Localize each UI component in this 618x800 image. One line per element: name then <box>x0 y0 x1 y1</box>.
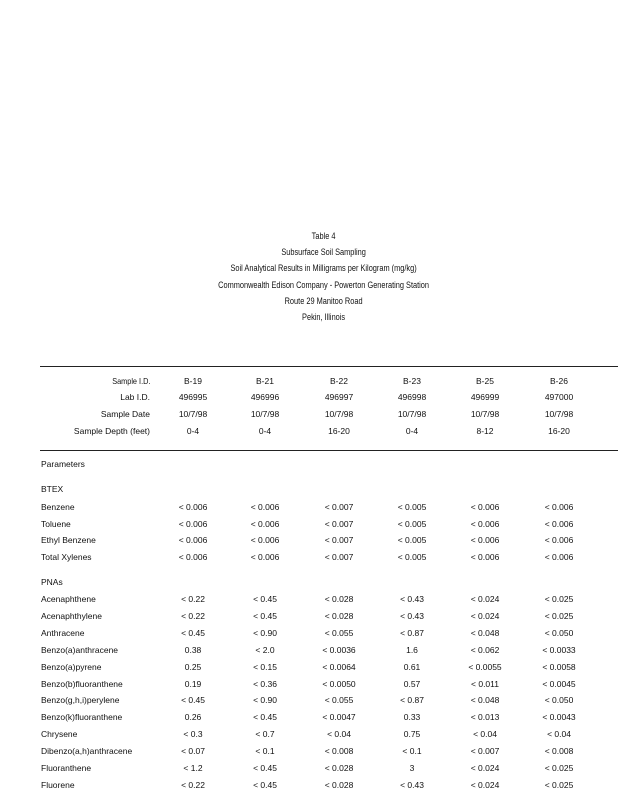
result-cell: < 0.007 <box>324 518 354 529</box>
sample-depth-label: Sample Depth (feet) <box>73 426 150 436</box>
result-cell: < 0.45 <box>253 712 277 723</box>
table-title: Subsurface Soil Sampling <box>281 247 366 258</box>
table-row <box>0 499 618 515</box>
result-cell: < 0.43 <box>400 594 424 604</box>
result-cell: < 0.028 <box>324 610 354 621</box>
result-cell: < 0.04 <box>547 729 571 740</box>
result-cell: < 0.3 <box>183 729 203 740</box>
table-row <box>0 516 618 532</box>
table-number: Table 4 <box>311 231 336 241</box>
result-cell: < 0.050 <box>544 695 574 706</box>
result-cell: < 0.07 <box>181 746 205 757</box>
result-cell: 0.61 <box>403 661 421 672</box>
result-cell: < 0.36 <box>253 678 277 689</box>
result-cell: < 0.0055 <box>468 661 502 672</box>
header-row-sample-date <box>0 406 618 422</box>
result-cell: < 0.87 <box>400 627 424 638</box>
result-cell: < 0.006 <box>470 502 500 512</box>
column-lab-id: 496995 <box>178 392 208 402</box>
result-cell: < 0.007 <box>324 535 354 546</box>
result-cell: < 0.0058 <box>542 661 576 672</box>
parameter-name: Benzo(g,h,i)perylene <box>41 695 120 706</box>
column-lab-id: 496999 <box>470 392 500 402</box>
result-cell: < 0.006 <box>178 518 208 529</box>
result-cell: < 0.055 <box>324 627 354 638</box>
header-row-sample-id <box>0 373 618 389</box>
site-address: Route 29 Manitoo Road <box>284 295 363 306</box>
result-cell: < 0.024 <box>470 594 500 604</box>
result-cell: < 0.007 <box>324 552 354 563</box>
result-cell: 3 <box>409 763 415 773</box>
result-cell: < 0.006 <box>250 552 280 563</box>
result-cell: 0.33 <box>403 712 421 723</box>
result-cell: < 0.0033 <box>542 644 576 655</box>
result-cell: 0.75 <box>403 729 421 740</box>
result-cell: < 0.45 <box>253 763 277 773</box>
table-top-rule <box>40 366 618 367</box>
result-cell: < 0.45 <box>253 610 277 621</box>
result-cell: < 0.0064 <box>322 661 356 672</box>
column-sample-id: B-21 <box>256 376 274 386</box>
column-date: 10/7/98 <box>470 409 500 419</box>
result-cell: < 0.0045 <box>542 678 576 689</box>
column-date: 10/7/98 <box>178 409 208 419</box>
result-cell: < 0.024 <box>470 763 500 773</box>
parameter-name: Toluene <box>41 518 71 529</box>
lab-id-label: Lab I.D. <box>120 392 150 402</box>
result-cell: < 0.0047 <box>322 712 356 723</box>
result-cell: < 0.15 <box>253 661 277 672</box>
result-cell: < 0.0036 <box>322 644 356 655</box>
table-row <box>0 726 618 742</box>
column-lab-id: 496997 <box>324 392 354 402</box>
parameter-name: Fluoranthene <box>41 763 92 773</box>
result-cell: < 0.025 <box>544 763 574 773</box>
table-subtitle: Soil Analytical Results in Milligrams per Kilogram (mg/kg) <box>230 263 417 274</box>
sample-id-label: Sample I.D. <box>111 376 150 386</box>
column-depth: 0-4 <box>258 426 272 436</box>
table-row <box>0 532 618 548</box>
parameter-name: Total Xylenes <box>41 552 92 563</box>
parameter-name: Benzo(b)fluoranthene <box>41 678 123 689</box>
column-sample-id: B-25 <box>476 376 494 386</box>
result-cell: < 0.22 <box>181 779 205 790</box>
table-row <box>0 743 618 759</box>
result-cell: < 0.90 <box>253 627 277 638</box>
site-city: Pekin, Illinois <box>302 312 346 323</box>
result-cell: < 0.006 <box>544 502 574 512</box>
result-cell: < 0.008 <box>544 746 574 757</box>
table-row <box>0 676 618 692</box>
result-cell: < 0.024 <box>470 610 500 621</box>
result-cell: < 0.0043 <box>542 712 576 723</box>
result-cell: < 2.0 <box>255 644 275 655</box>
column-date: 10/7/98 <box>397 409 427 419</box>
result-cell: < 0.062 <box>470 644 500 655</box>
result-cell: < 0.04 <box>327 729 351 740</box>
column-sample-id: B-22 <box>330 376 348 386</box>
parameter-name: Ethyl Benzene <box>41 535 96 546</box>
result-cell: < 0.055 <box>324 695 354 706</box>
parameter-name: Dibenzo(a,h)anthracene <box>41 746 133 757</box>
table-row <box>0 777 618 793</box>
column-sample-id: B-23 <box>403 376 421 386</box>
result-cell: < 0.90 <box>253 695 277 706</box>
result-cell: 0.25 <box>184 661 202 672</box>
result-cell: < 0.050 <box>544 627 574 638</box>
result-cell: < 0.04 <box>473 729 497 740</box>
parameters-heading: Parameters <box>41 459 85 469</box>
result-cell: < 0.028 <box>324 779 354 790</box>
result-cell: < 0.006 <box>544 518 574 529</box>
result-cell: < 1.2 <box>183 763 203 773</box>
table-title-block <box>70 228 577 325</box>
result-cell: < 0.006 <box>470 552 500 563</box>
table-row <box>0 642 618 658</box>
parameter-name: Anthracene <box>41 627 85 638</box>
column-depth: 0-4 <box>405 426 419 436</box>
result-cell: < 0.048 <box>470 695 500 706</box>
parameter-name: Acenaphthene <box>41 594 96 604</box>
parameter-name: Acenaphthylene <box>41 610 102 621</box>
result-cell: < 0.008 <box>324 746 354 757</box>
column-sample-id: B-26 <box>550 376 568 386</box>
table-row <box>0 709 618 725</box>
column-depth: 16-20 <box>548 426 570 436</box>
result-cell: < 0.006 <box>250 502 280 512</box>
result-cell: < 0.87 <box>400 695 424 706</box>
result-cell: < 0.43 <box>400 610 424 621</box>
header-row-lab-id <box>0 389 618 405</box>
result-cell: < 0.005 <box>397 502 427 512</box>
table-row <box>0 591 618 607</box>
btex-heading: BTEX <box>41 484 64 494</box>
result-cell: < 0.006 <box>178 502 208 512</box>
result-cell: < 0.007 <box>324 502 354 512</box>
result-cell: < 0.025 <box>544 779 574 790</box>
result-cell: < 0.006 <box>250 518 280 529</box>
result-cell: < 0.007 <box>470 746 500 757</box>
parameter-name: Fluorene <box>41 779 75 790</box>
table-row <box>0 760 618 776</box>
column-lab-id: 496996 <box>250 392 280 402</box>
column-depth: 8-12 <box>476 426 494 436</box>
column-date: 10/7/98 <box>250 409 280 419</box>
client-site: Commonwealth Edison Company - Powerton Generating Station <box>218 279 430 290</box>
column-depth: 0-4 <box>186 426 200 436</box>
result-cell: < 0.028 <box>324 763 354 773</box>
result-cell: < 0.006 <box>470 535 500 546</box>
column-lab-id: 496998 <box>397 392 427 402</box>
column-sample-id: B-19 <box>184 376 202 386</box>
result-cell: < 0.025 <box>544 594 574 604</box>
result-cell: < 0.006 <box>178 535 208 546</box>
result-cell: 1.6 <box>406 644 418 655</box>
result-cell: < 0.006 <box>544 552 574 563</box>
result-cell: < 0.024 <box>470 779 500 790</box>
parameter-name: Benzo(a)pyrene <box>41 661 102 672</box>
result-cell: < 0.006 <box>544 535 574 546</box>
header-row-sample-depth <box>0 423 618 439</box>
result-cell: < 0.005 <box>397 535 427 546</box>
column-date: 10/7/98 <box>324 409 354 419</box>
result-cell: 0.19 <box>184 678 202 689</box>
pnas-heading: PNAs <box>41 577 63 587</box>
parameter-name: Benzo(a)anthracene <box>41 644 119 655</box>
result-cell: < 0.025 <box>544 610 574 621</box>
result-cell: < 0.013 <box>470 712 500 723</box>
table-row <box>0 625 618 641</box>
result-cell: 0.26 <box>184 712 202 723</box>
result-cell: < 0.1 <box>255 746 275 757</box>
result-cell: < 0.006 <box>470 518 500 529</box>
parameter-name: Benzene <box>41 502 75 512</box>
result-cell: < 0.45 <box>181 627 205 638</box>
result-cell: < 0.006 <box>250 535 280 546</box>
result-cell: < 0.45 <box>253 779 277 790</box>
parameter-name: Chrysene <box>41 729 78 740</box>
result-cell: < 0.048 <box>470 627 500 638</box>
result-cell: < 0.45 <box>253 594 277 604</box>
result-cell: < 0.011 <box>471 678 499 689</box>
result-cell: < 0.43 <box>400 779 424 790</box>
result-cell: < 0.028 <box>324 594 354 604</box>
result-cell: < 0.0050 <box>322 678 356 689</box>
result-cell: < 0.005 <box>397 552 427 563</box>
result-cell: < 0.22 <box>181 594 205 604</box>
table-row <box>0 659 618 675</box>
result-cell: < 0.005 <box>397 518 427 529</box>
header-bottom-rule <box>40 450 618 451</box>
table-row <box>0 608 618 624</box>
result-cell: < 0.45 <box>181 695 205 706</box>
result-cell: < 0.1 <box>402 746 422 757</box>
result-cell: < 0.006 <box>178 552 208 563</box>
sample-date-label: Sample Date <box>100 409 150 419</box>
column-lab-id: 497000 <box>544 392 574 402</box>
column-depth: 16-20 <box>328 426 350 436</box>
table-row <box>0 549 618 565</box>
result-cell: < 0.22 <box>181 610 205 621</box>
table-row <box>0 692 618 708</box>
result-cell: 0.38 <box>184 644 202 655</box>
result-cell: < 0.7 <box>255 729 275 740</box>
parameter-name: Benzo(k)fluoranthene <box>41 712 123 723</box>
column-date: 10/7/98 <box>544 409 574 419</box>
result-cell: 0.57 <box>403 678 421 689</box>
